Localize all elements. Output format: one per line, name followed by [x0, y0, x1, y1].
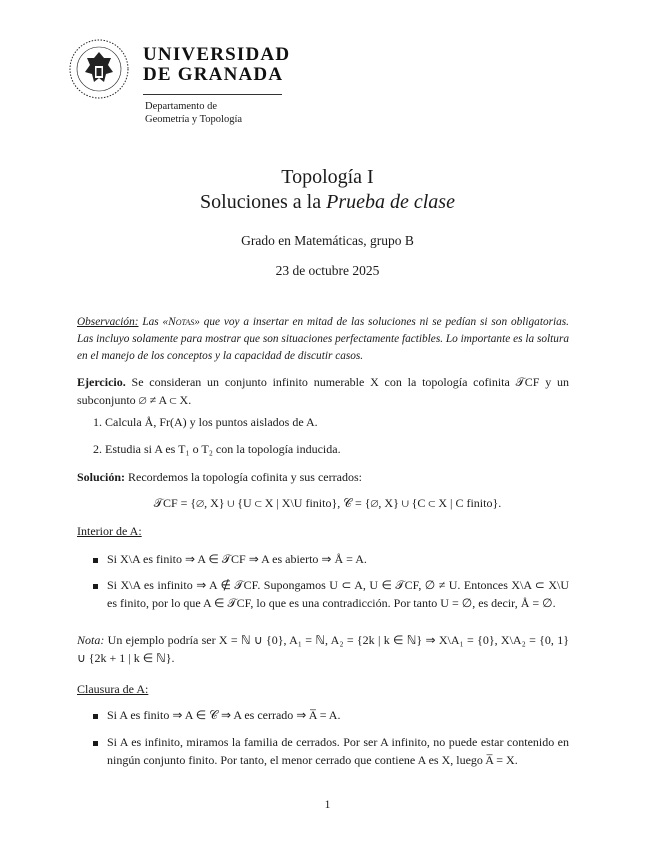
solution-paragraph	[77, 469, 569, 487]
page-number: 1	[324, 799, 331, 811]
exercise-text: Se consideran un conjunto infinito numerable X con la topología cofinita 𝒯CF y un subconjunto ∅ ≠ A ⊂ X.	[77, 375, 569, 407]
solution-text: Recordemos la topología cofinita y sus cerrados:	[125, 470, 362, 484]
observation-paragraph	[77, 314, 569, 365]
exercise-item-1: 1. Calcula Å, Fr(A) y los puntos aislados de A.	[93, 415, 318, 429]
closure-bullet-1: Si A es finito ⇒ A ∈ 𝒞 ⇒ A es cerrado ⇒ A̅ = A.	[93, 707, 569, 725]
department-line2: Geometría y Topología	[145, 114, 243, 125]
university-seal-logo	[68, 38, 130, 100]
interior-bullet-2: Si X\A es infinito ⇒ A ∉ 𝒯CF. Supongamos U ⊂ A, U ∈ 𝒯CF, ∅ ≠ U. Entonces X\A ⊂ X\U es finito, por lo que A ∈ 𝒯CF, lo que es una contradicción. Por tanto U = ∅, es decir, Å = ∅.	[93, 577, 569, 612]
nota-label: Nota:	[77, 633, 105, 647]
university-name-line1: UNIVERSIDAD	[143, 44, 291, 65]
nota-text: Un ejemplo podría ser X = ℕ ∪ {0}, A₁ = ℕ, A₂ = {2k | k ∈ ℕ} ⇒ X\A₁ = {0}, X\A₂ = {0, 1} ∪ {2k + 1 | k ∈ ℕ}.	[77, 633, 569, 665]
department-line1: Departamento de	[145, 101, 218, 112]
nota-paragraph	[77, 632, 569, 667]
topology-equation: 𝒯CF = {∅, X} ∪ {U ⊂ X | X\U finito}, 𝒞 = {∅, X} ∪ {C ⊂ X | C finito}.	[153, 496, 502, 510]
header-divider	[143, 94, 282, 95]
observation-text-a: Las «	[138, 316, 169, 328]
subtitle-italic: Prueba de clase	[326, 191, 455, 213]
solution-label: Solución:	[77, 470, 126, 484]
closure-bullet-2: Si A es infinito, miramos la familia de cerrados. Por ser A infinito, no puede estar contenido en ningún conjunto finito. Por tanto, el menor cerrado que contiene A es X, luego A̅ = X.	[93, 734, 569, 769]
closure-heading: Clausura de A:	[77, 682, 149, 696]
document-title: Topología I	[281, 166, 374, 188]
document-subtitle	[0, 191, 655, 214]
course-line: Grado en Matemáticas, grupo B	[241, 233, 414, 248]
exercise-paragraph	[77, 374, 569, 409]
interior-heading: Interior de A:	[77, 524, 142, 538]
exercise-item-2: 2. Estudia si A es T₁ o T₂ con la topología inducida.	[93, 442, 341, 456]
subtitle-prefix: Soluciones a la	[200, 191, 327, 213]
observation-notas: Notas	[168, 316, 195, 328]
exercise-label: Ejercicio.	[77, 375, 126, 389]
interior-bullet-1: Si X\A es finito ⇒ A ∈ 𝒯CF ⇒ A es abierto ⇒ Å = A.	[93, 551, 569, 569]
observation-label: Observación:	[77, 316, 139, 328]
date-line: 23 de octubre 2025	[275, 263, 380, 278]
university-name-line2: DE GRANADA	[143, 64, 284, 85]
observation-text-b: » que voy a insertar en mitad de las soluciones ni se pedían si son obligatorias. Las incluyo solamente para mostrar que son situaciones perfectamente factibles. Lo importante es la soltura en el manejo de los conceptos y la capacidad de discutir casos.	[77, 316, 570, 362]
